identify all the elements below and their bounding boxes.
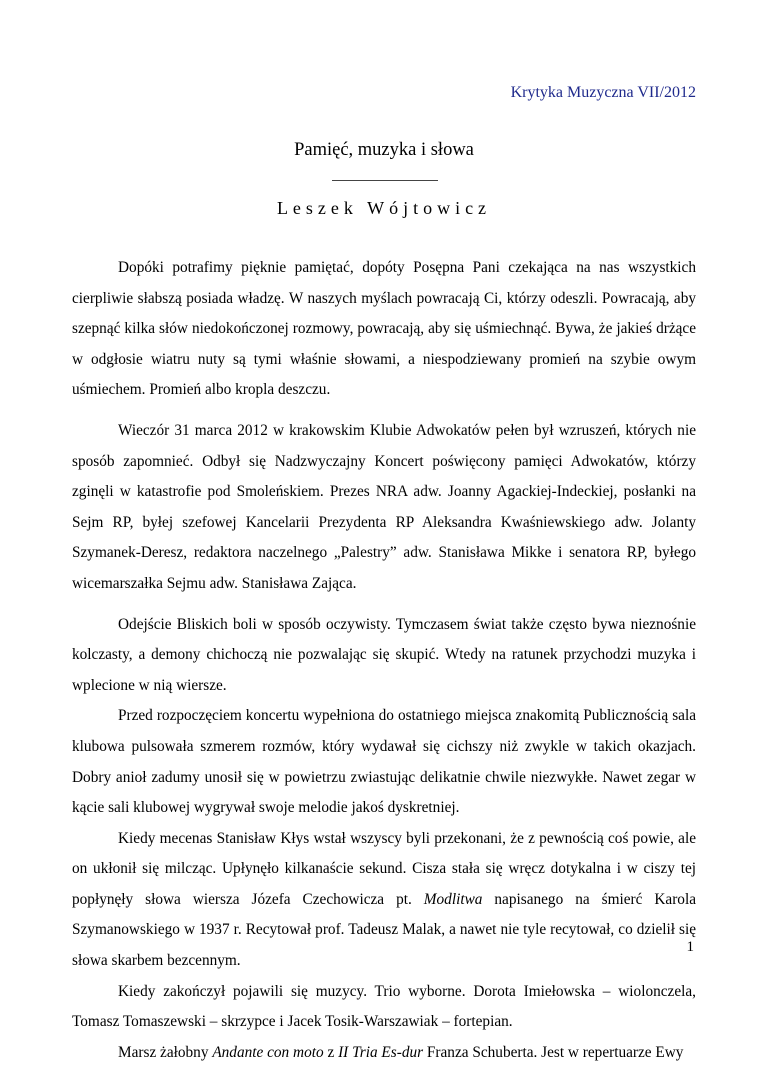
article-author: Leszek Wójtowicz (276, 198, 492, 218)
paragraph-text: Dopóki potrafimy pięknie pamiętać, dopóty Posępna Pani czekająca na nas wszystkich cierpliwie słabszą posiada władzę. W naszych myślach powracają Ci, którzy odeszli. Powracają, aby szepnąć kilka słów niedokończonej rozmowy, powracają, aby się uśmiechnąć. Bywa, że jakieś drżące w odgłosie wiatru nuty są tymi właśnie słowami, a niespodziewany promień na szybie owym uśmiechem. Promień albo kropla deszczu. (72, 259, 696, 399)
journal-header: Krytyka Muzyczna VII/2012 (510, 84, 696, 101)
paragraph-text: Marsz żałobny (118, 1043, 213, 1061)
paragraph-text: Wieczór 31 marca 2012 w krakowskim Klubie Adwokatów pełen był wzruszeń, których nie sposób zapomnieć. Odbył się Nadzwyczajny Koncert poświęcony pamięci Adwokatów, którzy zginęli w katastrofie pod Smoleńskiem. Prezes NRA adw. Joanny Agackiej-Indeckiej, posłanki na Sejm RP, byłej szefowej Kancelarii Prezydenta RP Aleksandra Kwaśniewskiego adw. Jolanty Szymanek-Deresz, redaktora naczelnego „Palestry” adw. Stanisława Mikke i senatora RP, byłego wicemarszałka Sejmu adw. Stanisława Zająca. (72, 421, 696, 592)
paragraph (72, 610, 696, 702)
paragraph-text: Franza Schuberta. Jest w repertuarze Ewy (423, 1043, 684, 1061)
italic-title-text: Modlitwa (423, 890, 483, 908)
page-number: 1 (686, 939, 694, 955)
article-body (72, 253, 696, 1068)
paragraph-text: Odejście Bliskich boli w sposób oczywisty. Tymczasem świat także często bywa nieznośnie kolczasty, a demony chichoczą nie pozwalając się skupić. Wtedy na ratunek przychodzi muzyka i wplecione w nią wiersze. (72, 615, 696, 694)
paragraph (72, 824, 696, 977)
paragraph (72, 416, 696, 600)
italic-title-text: Andante con moto (212, 1043, 324, 1061)
paragraph-text: napisanego na śmierć Karola Szymanowskiego w 1937 r. Recytował prof. Tadeusz Malak, a nawet nie tyle recytował, co dzielił się słowa skarbem bezcennym. (72, 890, 696, 970)
paragraph (72, 701, 696, 823)
paragraph-text: Kiedy mecenas Stanisław Kłys wstał wszyscy byli przekonani, że z pewnością coś powie, ale on ukłonił się milcząc. Upłynęło kilkanaście sekund. Cisza stała się wręcz dotykalna i w ciszy tej popłynęły słowa wiersza Józefa Czechowicza pt. (72, 829, 696, 908)
article-title: Pamięć, muzyka i słowa (294, 140, 474, 160)
paragraph (72, 253, 696, 406)
paragraph-text: Przed rozpoczęciem koncertu wypełniona do ostatniego miejsca znakomitą Publicznością sala klubowa pulsowała szmerem rozmów, który wydawał się cichszy niż zwykle w takich okazjach. Dobry anioł zadumy unosił się w powietrzu zwiastując delikatnie chwile niezwykłe. Nawet zegar w kącie sali klubowej wygrywał swoje melodie jakoś dyskretniej. (72, 707, 696, 817)
title-divider (332, 180, 438, 181)
paragraph (72, 1038, 696, 1068)
paragraph-text: Kiedy zakończył pojawili się muzycy. Trio wyborne. Dorota Imiełowska – wiolonczela, Tomasz Tomaszewski – skrzypce i Jacek Tosik-Warszawiak – fortepian. (72, 982, 696, 1031)
paragraph-text: z (323, 1043, 339, 1061)
paragraph (72, 977, 696, 1038)
italic-title-text: II Tria Es-dur (338, 1043, 424, 1061)
